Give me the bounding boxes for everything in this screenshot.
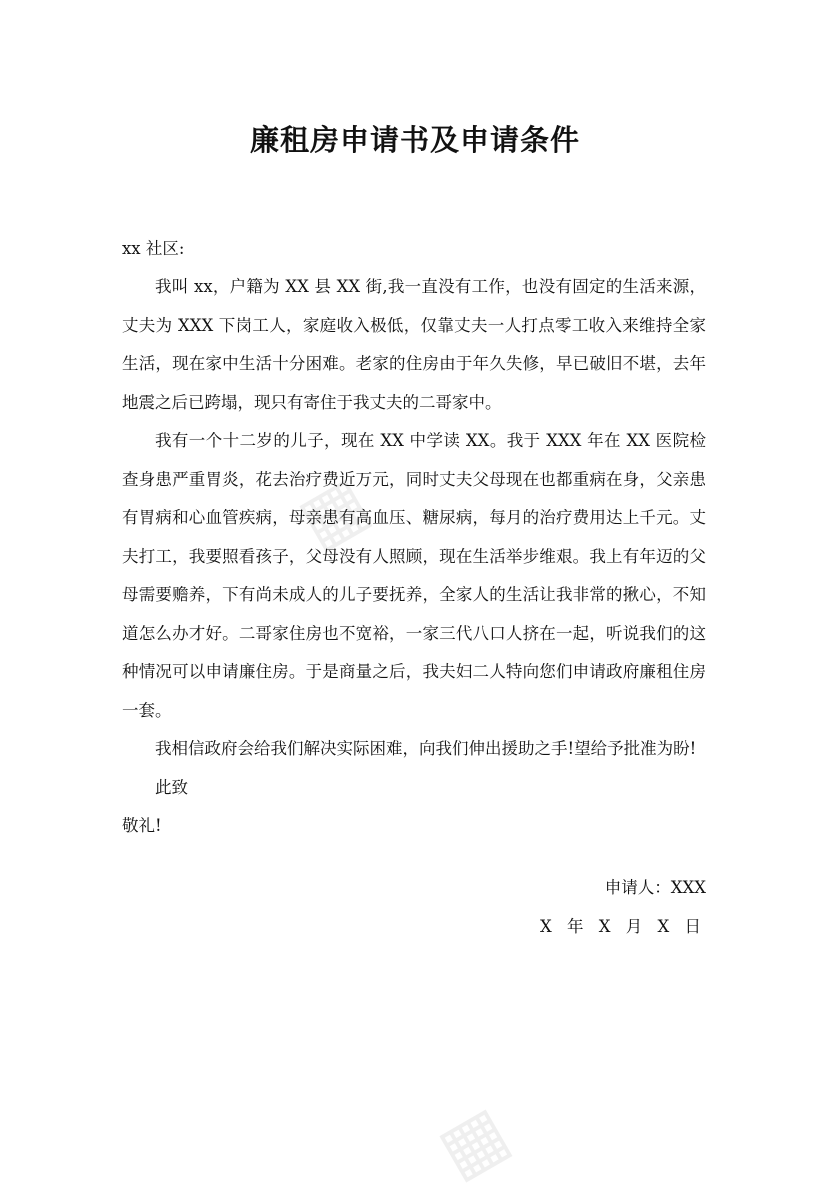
closing-line-2: 敬礼! (122, 816, 162, 835)
body-paragraph-2: 我有一个十二岁的儿子，现在 XX 中学读 XX。我于 XXX 年在 XX 医院检查身患严重胃炎，花去治疗费近万元，同时丈夫父母现在也都重病在身，父亲患有胃病和心血管疾病，母亲患有高血压、糖尿病，每月的治疗费用达上千元。丈夫打工，我要照看孩子，父母没有人照顾，现在生活举步维艰。我上有年迈的父母需要赡养，下有尚未成人的儿子要抚养，全家人的生活让我非常的揪心，不知道怎么办才好。二哥家住房也不宽裕，一家三代八口人挤在一起，听说我们的这种情况可以申请廉住房。于是商量之后，我夫妇二人特向您们申请政府廉租住房一套。 (122, 431, 706, 720)
signer-line: 申请人：XXX (604, 878, 706, 897)
watermark-mark: ▦ (283, 458, 383, 564)
letter-body (122, 268, 706, 846)
date-line: X 年 X 月 X 日 (540, 917, 706, 936)
document-title: 廉租房申请书及申请条件 (249, 123, 580, 157)
salutation: xx 社区: (122, 239, 185, 258)
body-paragraph-1: 我叫 xx，户籍为 XX 县 XX 街,我一直没有工作，也没有固定的生活来源，丈夫为 XXX 下岗工人，家庭收入极低，仅靠丈夫一人打点零工收入来维持全家生活，现在家中生活十分困难。老家的住房由于年久失修，早已破旧不堪，去年地震之后已跨塌，现只有寄住于我丈夫的二哥家中。 (122, 277, 706, 412)
watermark-mark: ▦ (423, 1088, 523, 1193)
body-paragraph-3: 我相信政府会给我们解决实际困难，向我们伸出援助之手!望给予批准为盼! (155, 739, 697, 758)
closing-line-1: 此致 (155, 777, 188, 797)
